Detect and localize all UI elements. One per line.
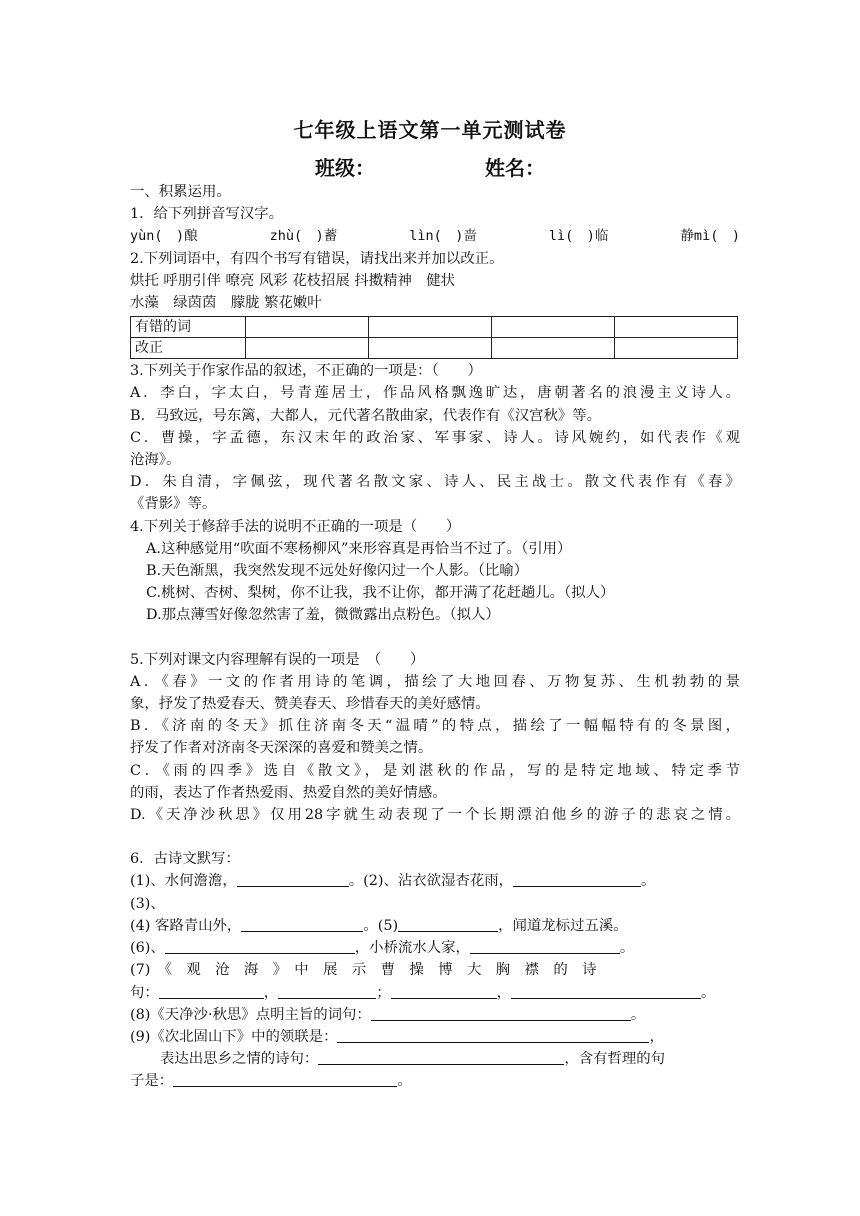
answer-cell[interactable] bbox=[246, 338, 369, 359]
q3-option-b: B．马致远，号东篱，大都人，元代著名散曲家，代表作有《汉宫秋》等。 bbox=[130, 407, 602, 424]
q3-option-a: A．李白，字太白，号青莲居士，作品风格飘逸旷达，唐朝著名的浪漫主义诗人。 bbox=[130, 385, 740, 402]
q5-option-b-cont: 抒发了作者对济南冬天深深的喜爱和赞美之情。 bbox=[130, 740, 433, 757]
poem-text: ， bbox=[649, 1028, 664, 1045]
q4-prompt: 4.下列关于修辞手法的说明不正确的一项是（ ） bbox=[130, 518, 461, 535]
poem-text: 子是： bbox=[130, 1073, 174, 1090]
section-heading: 一、积累运用。 bbox=[130, 184, 231, 200]
answer-cell[interactable] bbox=[492, 317, 615, 338]
poem-text: ， bbox=[263, 984, 279, 1001]
fill-blank[interactable] bbox=[337, 1026, 649, 1043]
fill-blank[interactable] bbox=[371, 1004, 631, 1021]
q1-item: lì( )临 bbox=[548, 228, 609, 245]
answer-cell[interactable] bbox=[369, 338, 492, 359]
q3-prompt: 3.下列关于作家作品的叙述，不正确的一项是：（ ） bbox=[130, 363, 482, 380]
fill-blank[interactable] bbox=[241, 915, 363, 932]
fill-blank[interactable] bbox=[470, 937, 620, 954]
answer-cell[interactable] bbox=[492, 338, 615, 359]
q1-pinyin-row bbox=[130, 225, 740, 247]
q2-words: 烘托 呼朋引伴 嘹亮 风彩 花枝招展 抖擞精神 健状 bbox=[130, 272, 456, 289]
q4-option-b: B.天色渐黑，我突然发现不远处好像闪过一个人影。（比喻） bbox=[146, 563, 529, 580]
q5-option-a: A．《春》一文的作者用诗的笔调，描绘了大地回春、万物复苏、生机勃勃的景 bbox=[130, 673, 740, 690]
answer-cell[interactable] bbox=[615, 317, 738, 338]
q5-option-c-cont: 的雨，表达了作者热爱雨、热爱自然的美好情感。 bbox=[130, 784, 447, 801]
q6-line bbox=[130, 1004, 740, 1026]
correction-table bbox=[130, 316, 738, 359]
poem-text: ， bbox=[496, 984, 512, 1001]
q4-option-d: D.那点薄雪好像忽然害了羞，微微露出点粉色。（拟人） bbox=[146, 607, 500, 624]
q4-option-a: A.这种感觉用“吹面不寒杨柳风”来形容真是再恰当不过了。（引用） bbox=[146, 540, 572, 557]
q2-words: 水藻 绿茵茵 朦胧 繁花嫩叶 bbox=[130, 295, 322, 312]
poem-text: 。 bbox=[619, 940, 635, 957]
class-label: 班级： bbox=[315, 156, 375, 180]
q1-item: 静mì( ) bbox=[680, 228, 740, 245]
poem-text: 。 bbox=[641, 873, 656, 890]
fill-blank[interactable] bbox=[278, 982, 376, 999]
q6-prompt: 6．古诗文默写： bbox=[130, 851, 240, 868]
q6-line bbox=[130, 1070, 740, 1092]
q3-option-d-cont: 《背影》等。 bbox=[130, 496, 217, 513]
fill-blank[interactable] bbox=[173, 1070, 397, 1087]
poem-text: 。(5) bbox=[363, 917, 399, 934]
q6-line bbox=[130, 1026, 740, 1048]
poem-text: (6)、 bbox=[130, 940, 165, 957]
fill-blank[interactable] bbox=[318, 1048, 564, 1065]
table-header-cell: 改正 bbox=[131, 338, 246, 359]
q3-option-d: D．朱自清，字佩弦，现代著名散文家、诗人、民主战士。散文代表作有《春》 bbox=[130, 474, 740, 491]
q5-option-b: B．《济南的冬天》抓住济南冬天“温晴”的特点，描绘了一幅幅特有的冬景图， bbox=[130, 718, 740, 735]
fill-blank[interactable] bbox=[237, 870, 349, 887]
exam-title: 七年级上语文第一单元测试卷 bbox=[293, 118, 567, 142]
poem-text: (8)《天净沙·秋思》点明主旨的词句： bbox=[130, 1006, 371, 1023]
poem-text: 。 bbox=[701, 984, 716, 1001]
q6-line bbox=[130, 982, 740, 1004]
q3-option-c: C．曹操，字孟德，东汉末年的政治家、军事家、诗人。诗风婉约，如代表作《观 bbox=[130, 429, 740, 446]
q3-option-c-cont: 沧海》。 bbox=[130, 452, 181, 469]
q6-line bbox=[130, 937, 740, 959]
name-label: 姓名： bbox=[485, 156, 545, 180]
fill-blank[interactable] bbox=[159, 982, 264, 999]
fill-blank[interactable] bbox=[391, 982, 497, 999]
fill-blank[interactable] bbox=[165, 937, 355, 954]
q5-option-c: C．《雨的四季》选自《散文》，是刘湛秋的作品，写的是特定地域、特定季节 bbox=[130, 762, 740, 779]
answer-cell[interactable] bbox=[615, 338, 738, 359]
q2-prompt: 2.下列词语中，有四个书写有错误，请找出来并加以改正。 bbox=[130, 250, 504, 267]
answer-cell[interactable] bbox=[369, 317, 492, 338]
student-info bbox=[0, 152, 860, 181]
poem-text: 表达出思乡之情的诗句： bbox=[160, 1051, 319, 1068]
q6-line bbox=[130, 915, 740, 937]
poem-text: ，含有哲理的句 bbox=[564, 1051, 666, 1068]
poem-text: ，闻道龙标过五溪。 bbox=[498, 917, 628, 934]
answer-cell[interactable] bbox=[246, 317, 369, 338]
q4-option-c: C.桃树、杏树、梨树，你不让我，我不让你，都开满了花赶趟儿。（拟人） bbox=[146, 585, 615, 602]
q1-prompt: 1．给下列拼音写汉字。 bbox=[130, 206, 284, 223]
fill-blank[interactable] bbox=[513, 870, 641, 887]
poem-text: (1)、水何澹澹， bbox=[130, 873, 237, 890]
poem-text: 句： bbox=[130, 984, 159, 1001]
q5-option-a-cont: 象，抒发了热爱春天、赞美春天、珍惜春天的美好感情。 bbox=[130, 696, 490, 713]
q5-option-d: D.《天净沙秋思》仅用28字就生动表现了一个长期漂泊他乡的游子的悲哀之情。 bbox=[130, 807, 740, 824]
q6-line bbox=[130, 870, 740, 892]
q5-prompt: 5.下列对课文内容理解有误的一项是 （ ） bbox=[130, 651, 425, 668]
table-row bbox=[131, 338, 738, 359]
q6-line bbox=[130, 1048, 740, 1070]
fill-blank[interactable] bbox=[398, 915, 498, 932]
q6-line: (7) 《 观 沧 海 》 中 展 示 曹 操 博 大 胸 襟 的 诗 bbox=[130, 962, 597, 979]
poem-text: (4) 客路青山外， bbox=[130, 917, 242, 934]
q1-item: lìn( )啬 bbox=[409, 228, 477, 245]
q1-item: yùn( )酿 bbox=[130, 228, 198, 245]
poem-text: 。 bbox=[397, 1073, 412, 1090]
table-row bbox=[131, 317, 738, 338]
q1-item: zhù( )蓄 bbox=[269, 228, 338, 245]
poem-text: (9)《次北固山下》中的领联是： bbox=[130, 1028, 338, 1045]
exam-content bbox=[130, 181, 740, 1093]
poem-text: 。(2)、沾衣欲湿杏花雨， bbox=[348, 873, 514, 890]
poem-text: ； bbox=[376, 984, 391, 1001]
fill-blank[interactable] bbox=[511, 982, 701, 999]
table-header-cell: 有错的词 bbox=[131, 317, 246, 338]
poem-text: ，小桥流水人家， bbox=[354, 940, 470, 957]
q6-line: (3)、 bbox=[130, 895, 165, 912]
poem-text: 。 bbox=[630, 1006, 646, 1023]
